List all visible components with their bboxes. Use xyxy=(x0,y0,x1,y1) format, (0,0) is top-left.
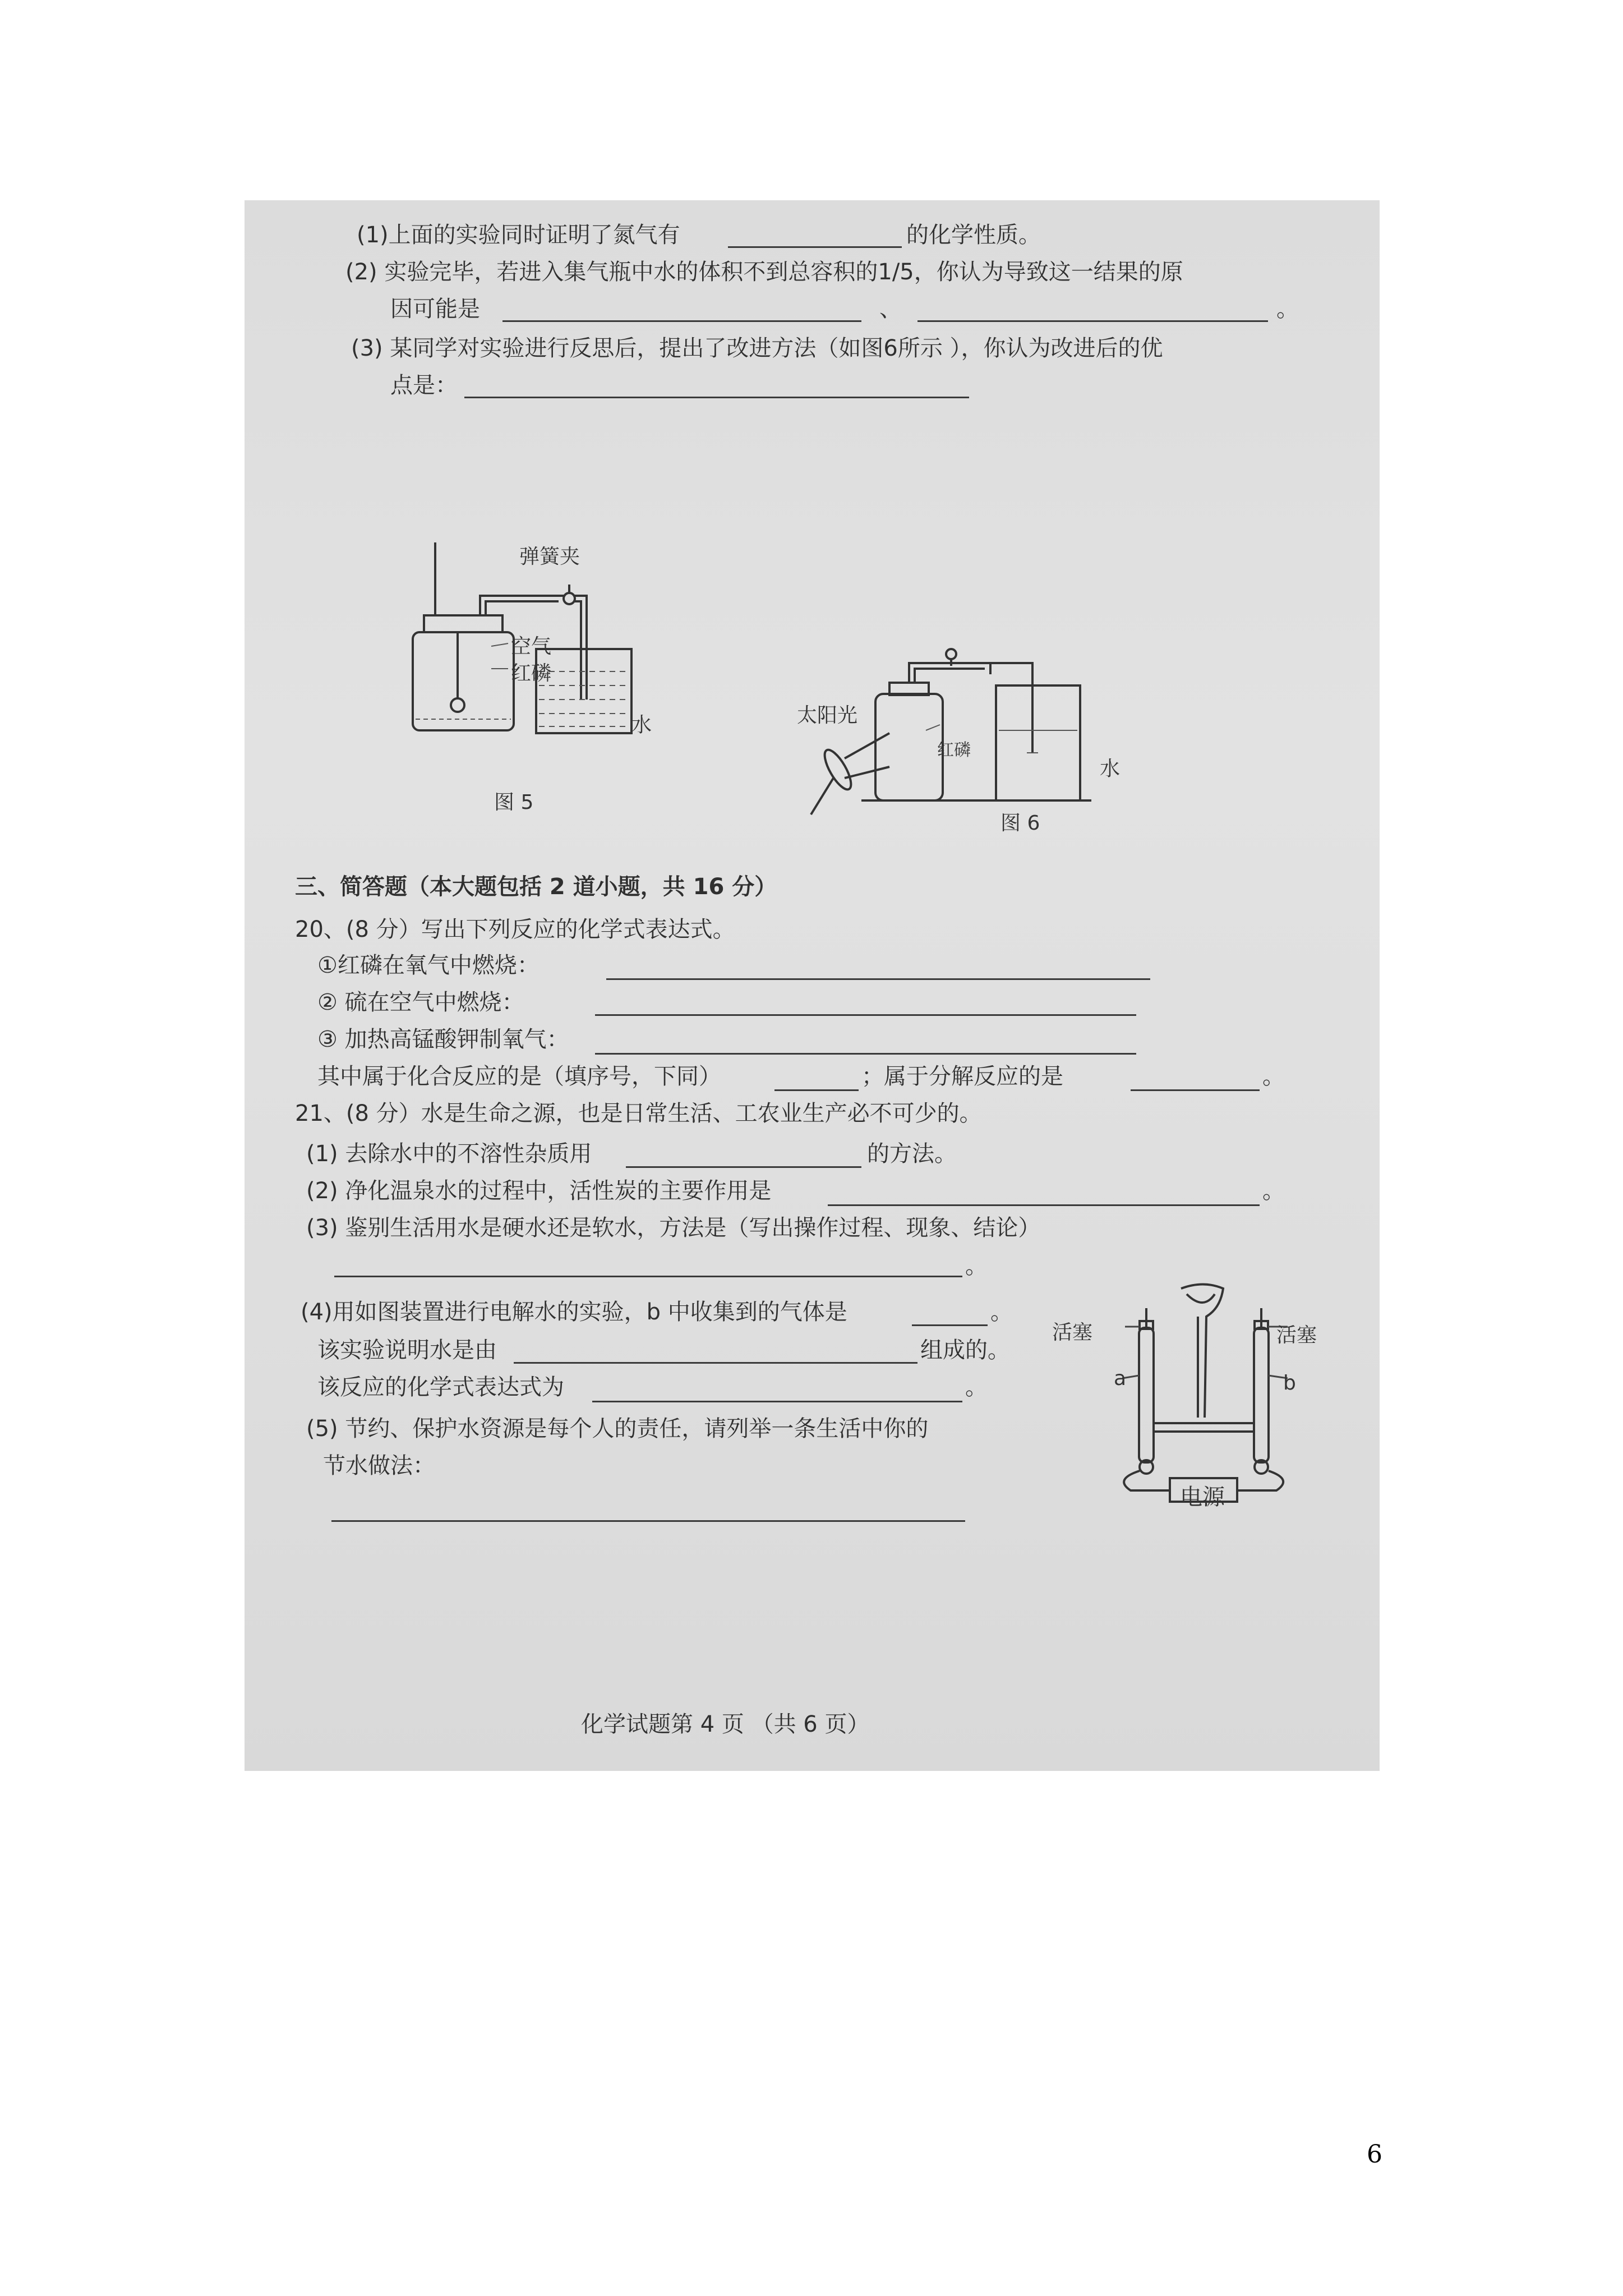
figure-6-label-sunlight: 太阳光 xyxy=(797,704,858,727)
q20-item-3: ③ 加热高锰酸钾制氧气： xyxy=(317,1027,569,1052)
section-3-heading: 三、简答题（本大题包括 2 道小题，共 16 分） xyxy=(295,874,777,900)
q20-blank-decomposition[interactable] xyxy=(1131,1089,1260,1091)
q20-item-2: ② 硫在空气中燃烧： xyxy=(317,990,524,1015)
q19-line3b: 点是： xyxy=(390,372,458,398)
q21-part-1-end: 的方法。 xyxy=(867,1141,957,1167)
figure-6-caption: 图 6 xyxy=(1000,812,1040,835)
q21-blank-4c[interactable] xyxy=(592,1401,962,1402)
q20-blank-combination[interactable] xyxy=(774,1089,859,1091)
q21-blank-2[interactable] xyxy=(828,1204,1260,1206)
q21-part-3-end: 。 xyxy=(965,1253,988,1279)
q21-blank-4a[interactable] xyxy=(912,1324,988,1326)
figure-5-label-water: 水 xyxy=(631,714,652,737)
q20-item-1: ①红磷在氧气中燃烧： xyxy=(317,953,540,978)
q20-summary-end: 。 xyxy=(1262,1064,1285,1089)
electrolysis-label-tube-a: a xyxy=(1114,1367,1127,1390)
page-number: 6 xyxy=(1367,2140,1382,2169)
q21-part-5-b: 节水做法： xyxy=(323,1453,435,1479)
q21-part-5: (5) 节约、保护水资源是每个人的责任，请列举一条生活中你的 xyxy=(306,1416,929,1442)
q20-blank-3[interactable] xyxy=(595,1053,1136,1055)
figure-5-caption: 图 5 xyxy=(494,791,534,814)
q21-part-3: (3) 鉴别生活用水是硬水还是软水，方法是（写出操作过程、现象、结论） xyxy=(306,1215,1041,1241)
electrolysis-label-stopcock-right: 活塞 xyxy=(1276,1324,1317,1347)
figure-5-label-phosphorus: 红磷 xyxy=(511,662,552,685)
q20-summary-b: ；属于分解反应的是 xyxy=(861,1064,1063,1089)
electrolysis-label-stopcock-left: 活塞 xyxy=(1052,1321,1093,1344)
exam-page-footer: 化学试题第 4 页 （共 6 页） xyxy=(581,1711,870,1737)
q19-blank-3[interactable] xyxy=(464,397,969,398)
q21-part-4-b: 该实验说明水是由 xyxy=(317,1337,497,1363)
q21-part-1: (1) 去除水中的不溶性杂质用 xyxy=(306,1141,592,1167)
electrolysis-label-power: 电源 xyxy=(1180,1484,1225,1510)
q21-part-4-c: 该反应的化学式表达式为 xyxy=(317,1374,564,1400)
electrolysis-label-tube-b: b xyxy=(1283,1372,1296,1395)
q19-line2-end: 。 xyxy=(1276,296,1299,322)
q21-part-4-b-end: 组成的。 xyxy=(920,1337,1010,1363)
q21-part-4-c-end: 。 xyxy=(965,1374,988,1400)
q21-title: 21、(8 分）水是生命之源，也是日常生活、工农业生产必不可少的。 xyxy=(295,1101,982,1126)
q20-summary: 其中属于化合反应的是（填序号，下同） xyxy=(317,1064,721,1089)
q21-blank-1[interactable] xyxy=(626,1166,861,1168)
q19-blank-2b[interactable] xyxy=(917,320,1268,322)
q19-line2: (2) 实验完毕，若进入集气瓶中水的体积不到总容积的1/5，你认为导致这一结果的原 xyxy=(345,259,1183,285)
scanned-exam-page xyxy=(245,200,1380,1771)
figure-5-label-air: 空气 xyxy=(511,635,552,658)
q19-blank-2a[interactable] xyxy=(502,320,861,322)
q21-part-2: (2) 净化温泉水的过程中，活性炭的主要作用是 xyxy=(306,1178,772,1204)
q21-part-4: (4)用如图装置进行电解水的实验，b 中收集到的气体是 xyxy=(301,1299,847,1325)
q19-line1: (1)上面的实验同时证明了氮气有 xyxy=(357,222,680,248)
figure-6-label-phosphorus: 红磷 xyxy=(937,740,971,760)
q21-part-2-end: 。 xyxy=(1262,1178,1285,1204)
figure-6-label-water: 水 xyxy=(1100,757,1121,780)
q19-blank-1[interactable] xyxy=(728,246,902,248)
electrolysis-apparatus xyxy=(1086,1277,1377,1507)
q21-blank-3[interactable] xyxy=(334,1276,962,1277)
q19-line1-end: 的化学性质。 xyxy=(906,222,1041,248)
q21-blank-4b[interactable] xyxy=(514,1362,917,1364)
q21-blank-5[interactable] xyxy=(331,1520,965,1522)
q20-blank-1[interactable] xyxy=(606,978,1150,980)
q21-part-4-end: 。 xyxy=(990,1299,1013,1325)
q20-blank-2[interactable] xyxy=(595,1014,1136,1016)
q19-line3: (3) 某同学对实验进行反思后，提出了改进方法（如图6所示 ），你认为改进后的优 xyxy=(351,335,1163,361)
figure-5-label-clamp: 弹簧夹 xyxy=(519,545,580,568)
q19-sep: 、 xyxy=(879,296,902,322)
q19-line2b: 因可能是 xyxy=(390,296,480,322)
q20-title: 20、(8 分）写出下列反应的化学式表达式。 xyxy=(295,917,735,942)
